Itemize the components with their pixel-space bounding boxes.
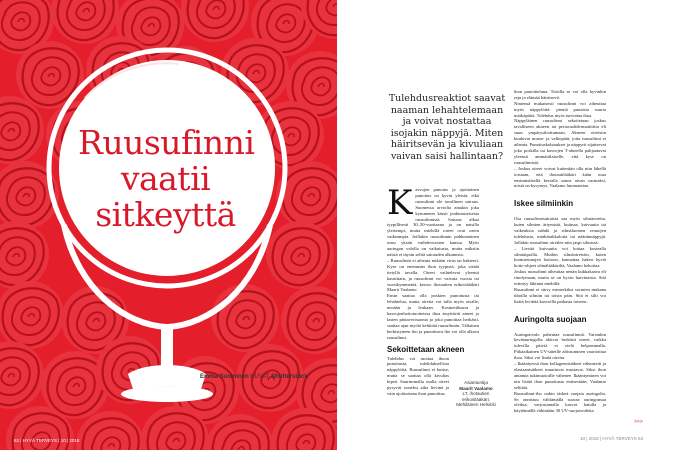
expert-caption <box>456 380 496 408</box>
expert-name: Maarit Vaalamo <box>459 385 493 391</box>
expert-label: Asiantuntija <box>464 380 488 385</box>
section3-paragraph: Auringonvalo pahentaa ruusufinniä. Varsinkin kevätauringolla aktivoi herkästi oireet, vaikka tulevilla päiviä ei vielä helpommalla. Pitkäaikainen UV-säteille altistuminen vaurioittaa ihoa. Siksi voi lisätä oireita. – Ikääntyessä ihon kollageenisäikeet vähenevät ja elastaanisäikeet muuttuvat mustavat. Siksi ihon antamia tukimuotoille vähenee. Ikääntyminen voi nin lisätä ihon punoitusta entisestään, Vaalamo selittää. Ruusufinni-iho onkin tärkeä suojata auringolta. Se onnistuu välttämällä suoraa auringonsaa oleilua, varjostamalla kasvot hatulla ja käyttämällä vähintään 30 UV-suojavoidetta. <box>514 331 606 414</box>
section-heading-2: Iskee silmiinkin <box>514 199 574 209</box>
section-heading-3: Auringolta suojaan <box>514 314 587 324</box>
credit-label: KUVAT <box>250 374 270 380</box>
headline-line-3: sitkeyttä <box>95 195 236 234</box>
column-2 <box>514 83 606 420</box>
section-heading-1: Sekoittetaan akneen <box>387 344 465 354</box>
section1-paragraph: Tulehdus voi tuottaa ihoon punoitusta, tulehduksellisia näppylöitä. Ruusufinni ei kutise, mutta se saattaa olla kivulias kipeä. Suurimmalla osalla oireet pysyvät ooneksi aika lievinä ja vain ajoittaisena ihon punoittaa. <box>387 355 449 396</box>
quote-paragraph: – Ruusufinni ei aiheuta mikään virus tai bakteeri. Kyse on enemmän ihon tyypistä, joka sietää tietyllä tavalla. Oireet vaihtelevat yleensä kausittain, ja ruusufinni voi vaivata vuosia tai vuosikymmeniä, kertoo ihotautien erikoislääkäri Maarit Vaalamo. <box>387 257 479 293</box>
folio-right: 10 | 2018 | HYVÄ TERVEYS 63 <box>580 436 643 441</box>
continue-arrow: >>> <box>634 419 643 425</box>
credit-source: Shutterstock <box>271 374 308 380</box>
headline-line-1: Ruusufinni <box>78 123 255 162</box>
credit-author: Emma Suominen <box>200 374 249 380</box>
col2-top-paragraph: ihon punoitteluna. Toisilla se voi olla hyvinkin raju ja elämää häiritsevä. Nimensä mukaisesti ruusufinni voi aiheuttaa myös näppylöitä: pieniä punaisia suuria märkäpäitä. Tulehdus myös turvottaa ihoa. Näppyläinen ruusufinni sekoitetaan joskus tavalliseen akneen tai perioraalidermatiittiin eli suun ympärysihottumaan. Akneen oireisiin kuuluvat musta- ja valkopäät, joita ruusufinni ei aiheuta. Punoituskohtaukset ja näppyrit sijaitsevat joko poskilla tai kasvojen T-alueella pahjaatuvat yleensä ammattilaiselle, että kyse on ruusufinnistä. – Joskus oireet voivat kuitenkin olla niin lähellä toisiaan, että ihotautilääkäri kään osaa ensimmäisellä kerralla sanoa aivan varmaksi, mistä on kysymys, Vaalamo huomauttaa. <box>514 88 606 189</box>
section2-paragraph: Osa ruusufinnisairaista saa myös silmäoireita, kuten silmien ärtymistä, kutinaa, kuivuutta tai vaikeuksia nähdä ja silmäluomen reunojen tulehdusta, märkärakkuloita tai näärännäppyjä. Jollakin ruusufinni oireilee niin jaspi silmissä. – Lievää kuivuutta voi hoitaa kostealla silmätipoilla. Muihin silmäoireisiin, kuten luomireunojen hoitoon, kannattaa hakea hyvät hoito-ohjeet silmälääkäriltä, Vaalamo kehottaa. Joskus ruusufinni aiheuttaa nenän kukkakaava eli rinofymaan, mutta se on hyvin harvinaista. Sitä esiintyy lähinnä miehillä. Ruusufinni ei siirry esimerkiksi sormien mukana tihoilla silmiin tai toisin päin. Sitä ei silti voi lisätä levittää kasvoilla paikasta toiseen. <box>514 216 606 304</box>
column-1 <box>387 183 479 397</box>
drop-cap: K <box>387 183 413 223</box>
photo-credit <box>200 374 308 380</box>
folio-left: 62 | HYVÄ TERVEYS | 10 | 2018 <box>14 438 80 443</box>
headline-line-2: vaatii <box>120 159 211 198</box>
article-headline <box>78 125 253 233</box>
lead-paragraph: Tulehdusreaktiot saavat naaman lehahtelemaan ja voivat nostattaa isojakin näppyjä. Miten häiritsevän ja kivuliaan vaivan saisi hallintaan? <box>388 93 506 162</box>
intro-paragraph: asvojen punotus ja ajoittainen punoitus on hyvin yleistä, eikä ruusufinni ole tavallinen sairaus. Suomessa arviolta ainakin joka kymmenes kärsii jonkinasteisesta ruusufinnistä. Sairaus alkaa tyypillisesti 30–50-vuotiaana ja on naisilla yleisempi, mutta miehillä oireet ovat usein vaikeampia. Joillakin ruusufinnin puhkeaminen osuu yksiin vaihdevuosien kanssa. Myös auringon valolla on vaikutusta, mutta miksiin näistä ei täysin selitä sairauden alkamista. <box>387 187 479 257</box>
expert-role: LT, ihotautien erikoislääkäri, Mehiläinen Helsinki <box>456 391 496 408</box>
quote2-paragraph: Ensin saattaa olla poskien punoitusta tai lehahtelua, mutta oireita voi tulla myös otsalle, nenään ja leukaan. Kosmetiikassa ja kasvojenhoitotuotteissa ihoa ärsyttävät aineet ja lasten pintaverisuonia ja joka punoittaa herkästi, saattaa ajan myötä kehittää ruusufinnin. Tällainen herkistyneen iho ja punoittava iho voi olla alkava ruusufinni. <box>387 293 479 340</box>
